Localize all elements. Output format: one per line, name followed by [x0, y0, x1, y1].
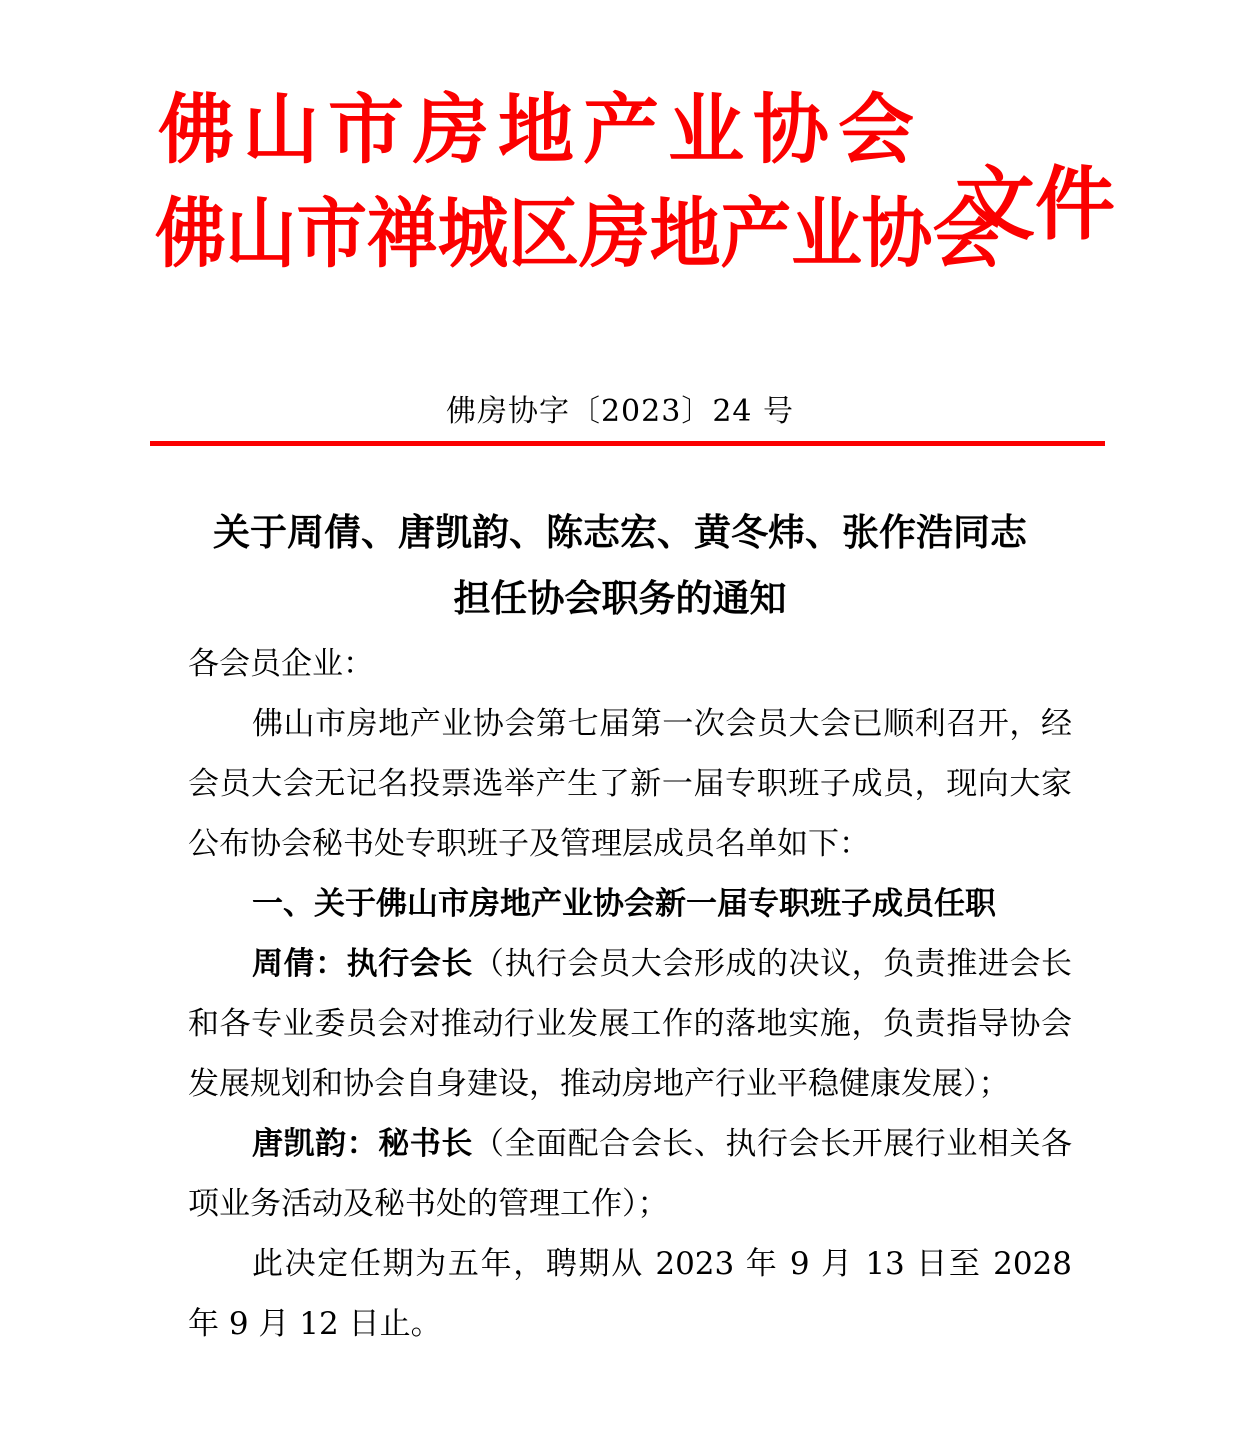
document-type-label: 文件 [955, 157, 1115, 251]
appointment-name-role-1: 周倩：执行会长 [252, 946, 473, 982]
appointment-paragraph-1 [188, 934, 1072, 1114]
page-title [0, 500, 1240, 632]
document-masthead [0, 85, 1240, 322]
organization-name-primary: 佛山市房地产业协会 [158, 85, 923, 174]
organization-name-secondary: 佛山市禅城区房地产业协会 [155, 189, 1004, 278]
masthead-organization-names [155, 85, 1004, 278]
section-heading-1: 一、关于佛山市房地产业协会新一届专职班子成员任职 [252, 886, 996, 922]
page-title-line-2: 担任协会职务的通知 [453, 577, 787, 620]
appointment-duties-2: （全面配合会长、执行会长开展行业相关各项业务活动及秘书处的管理工作）； [188, 1126, 1072, 1222]
intro-paragraph: 佛山市房地产业协会第七届第一次会员大会已顺利召开，经会员大会无记名投票选举产生了新一届专职班子成员，现向大家公布协会秘书处专职班子及管理层成员名单如下： [188, 706, 1072, 862]
appointment-paragraph-2 [188, 1114, 1072, 1234]
document-number: 佛房协字〔2023〕24 号 [445, 394, 795, 429]
document-body [188, 634, 1072, 1354]
page-title-line-1: 关于周倩、唐凯韵、陈志宏、黄冬炜、张作浩同志 [213, 511, 1027, 554]
appointment-name-role-2: 唐凯韵：秘书长 [252, 1126, 473, 1162]
salutation: 各会员企业： [188, 646, 374, 682]
appointment-duties-1: （执行会员大会形成的决议，负责推进会长和各专业委员会对推动行业发展工作的落地实施，负责指导协会发展规划和协会自身建设，推动房地产行业平稳健康发展）； [188, 946, 1072, 1102]
term-paragraph: 此决定任期为五年，聘期从 2023 年 9 月 13 日至 2028 年 9 月 12 日止。 [188, 1246, 1072, 1342]
red-divider-rule [150, 441, 1105, 446]
